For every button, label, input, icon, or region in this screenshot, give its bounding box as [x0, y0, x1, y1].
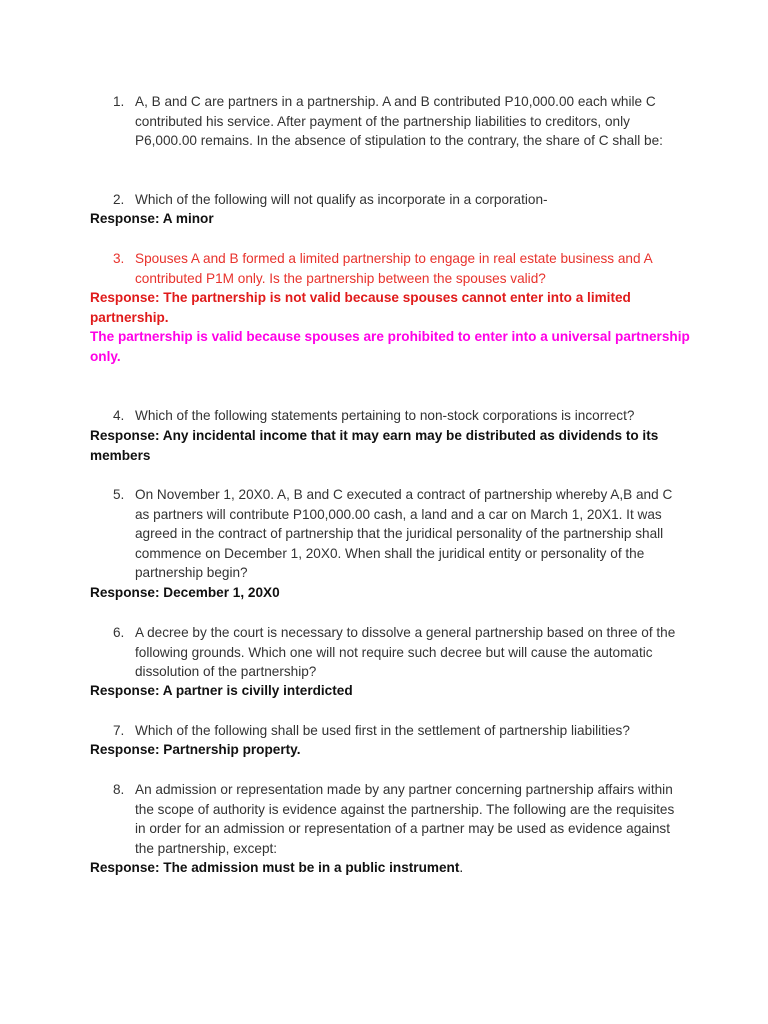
question-text: A, B and C are partners in a partnership. A and B contributed P10,000.00 each while C contributed his service. After payment of the partnership liabilities to creditors, only P6,000.00 remains. In the absence of stipulation to the contrary, the share of C shall be:: [135, 94, 663, 149]
question-8: [113, 780, 683, 858]
question-number: 6.: [113, 625, 125, 640]
response-7: Response: Partnership property.: [90, 742, 301, 757]
question-number: 4.: [113, 408, 125, 423]
question-2: [113, 190, 683, 210]
question-number: 8.: [113, 782, 125, 797]
question-3: [113, 249, 683, 288]
question-7: [113, 721, 683, 741]
question-text: Which of the following will not qualify as incorporate in a corporation-: [135, 192, 548, 207]
question-number: 5.: [113, 487, 125, 502]
question-text: A decree by the court is necessary to dissolve a general partnership based on three of the following grounds. Which one will not require such decree but will cause the automatic dissolution of the partnership?: [135, 625, 676, 680]
question-number: 2.: [113, 192, 125, 207]
question-number: 7.: [113, 723, 125, 738]
question-text: Spouses A and B formed a limited partnership to engage in real estate business and A contributed P1M only. Is the partnership between the spouses valid?: [135, 251, 652, 286]
question-number: 1.: [113, 94, 125, 109]
question-4: [113, 406, 683, 426]
response-3: Response: The partnership is not valid because spouses cannot enter into a limited partnership.: [90, 290, 631, 325]
response-text: Response: The admission must be in a public instrument: [90, 860, 460, 875]
question-5: [113, 485, 683, 583]
question-6: [113, 623, 683, 682]
question-text: An admission or representation made by any partner concerning partnership affairs within the scope of authority is evidence against the partnership. The following are the requisites in order for an admission or representation of a partner may be used as evidence against the partnership, except:: [135, 782, 675, 856]
alternate-response-3: The partnership is valid because spouses are prohibited to enter into a universal partnership only.: [90, 329, 690, 364]
response-8: [90, 858, 690, 878]
question-text: Which of the following statements pertaining to non-stock corporations is incorrect?: [135, 408, 635, 423]
response-5: Response: December 1, 20X0: [90, 585, 280, 600]
question-number: 3.: [113, 251, 125, 266]
question-text: Which of the following shall be used first in the settlement of partnership liabilities?: [135, 723, 630, 738]
question-text: On November 1, 20X0. A, B and C executed a contract of partnership whereby A,B and C as partners will contribute P100,000.00 cash, a land and a car on March 1, 20X1. It was agreed in the contract of partnership that the juridical personality of the partnership shall commence on December 1, 20X0. When shall the juridical entity or personality of the partnership begin?: [135, 487, 673, 581]
response-4: Response: Any incidental income that it may earn may be distributed as dividends to its members: [90, 428, 659, 463]
response-2: Response: A minor: [90, 211, 214, 226]
response-trailing-period: .: [459, 860, 464, 875]
response-6: Response: A partner is civilly interdicted: [90, 683, 353, 698]
question-1: [113, 92, 683, 151]
